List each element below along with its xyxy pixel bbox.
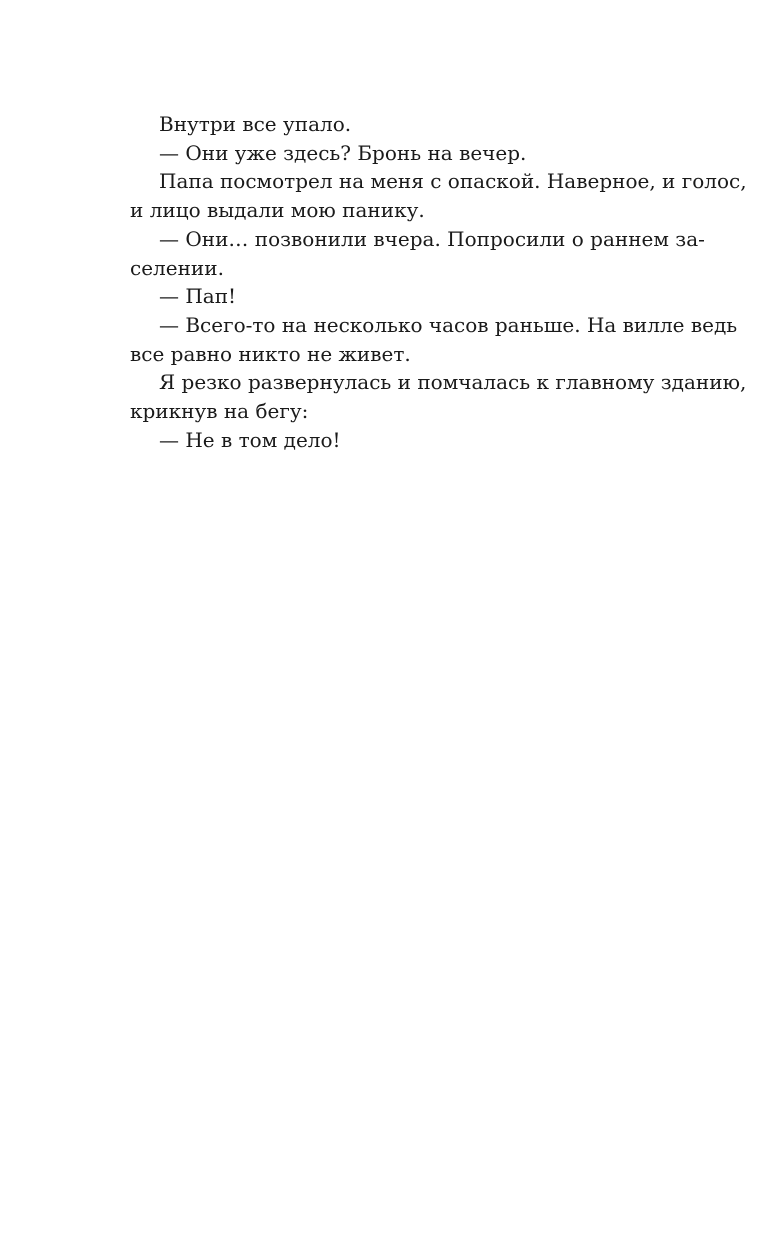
book-page-text [130,110,747,454]
paragraph-1 [130,110,686,139]
text-line: — Они уже здесь? Бронь на вечер. [159,140,527,165]
text-line: Внутри все упало. [159,112,352,136]
paragraph-8 [130,426,686,455]
text-line: — Они… позвонили вчера. Попросили о раннем за- [159,226,705,251]
text-line: все равно никто не живет. [130,341,411,366]
text-line: — Всего-то на несколько часов раньше. На вилле ведь [159,312,738,337]
text-line: — Не в том дело! [159,427,341,452]
paragraph-2 [130,139,686,168]
text-line: и лицо выдали мою панику. [130,198,425,223]
paragraph-5 [130,282,686,311]
paragraph-3 [130,167,747,224]
paragraph-6 [130,311,738,368]
text-line: крикнув на бегу: [130,399,309,424]
text-line: Я резко развернулась и помчалась к главному зданию, [159,370,747,395]
text-line: — Пап! [159,284,237,309]
text-line: Папа посмотрел на меня с опаской. Наверное, и голос, [159,169,747,194]
paragraph-7 [130,368,747,425]
paragraph-4 [130,225,705,282]
text-line: селении. [130,255,224,280]
